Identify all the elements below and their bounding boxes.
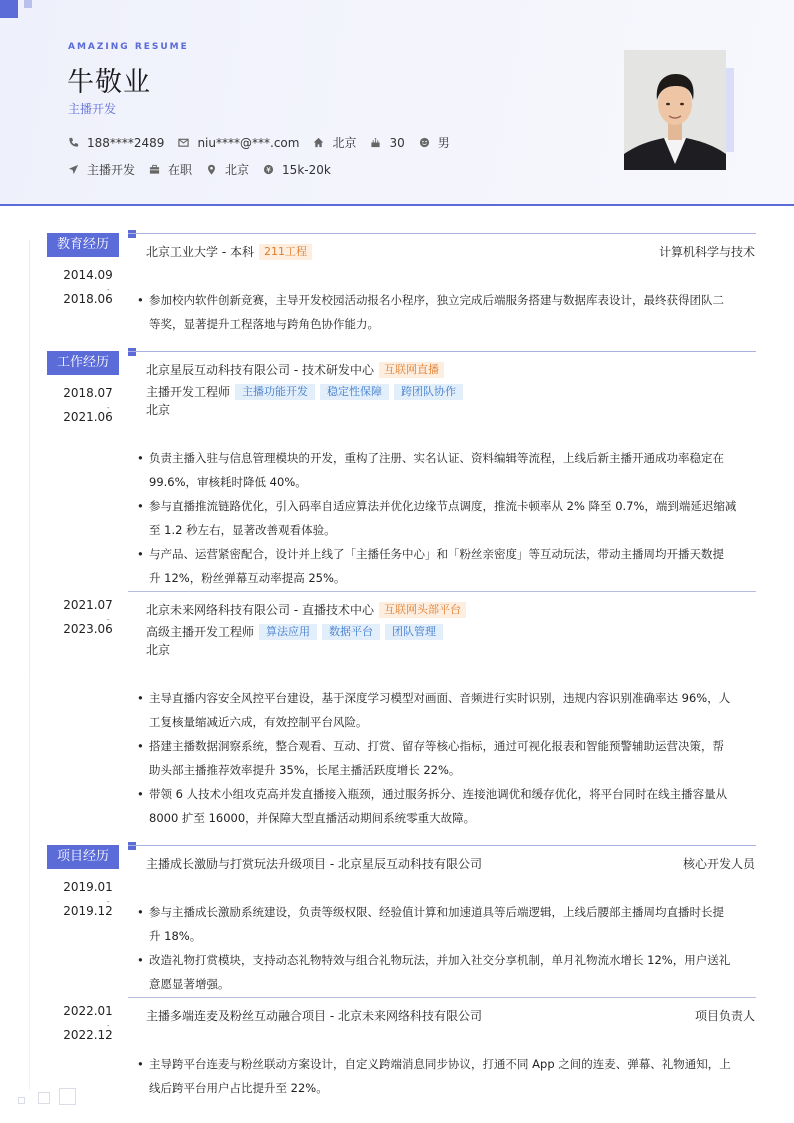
age-item	[370, 136, 404, 150]
skill-tag: 稳定性保障	[320, 384, 389, 400]
target-position-item	[68, 161, 135, 178]
bullet-dot: •	[137, 293, 144, 307]
edu-end-date: 2018.06	[63, 292, 113, 306]
bullet-dot: •	[137, 905, 144, 919]
proj2-start-date: 2022.01	[63, 1004, 113, 1018]
list-item	[137, 900, 757, 948]
bullet-line: 参加校内软件创新竞赛，主导开发校园活动报名小程序，独立完成后端服务搭建与数据库表设计，最终获得团队二	[149, 293, 724, 307]
email-item	[178, 136, 299, 150]
skill-tag: 跨团队协作	[394, 384, 463, 400]
position-title: 主播开发工程师	[146, 385, 231, 399]
gender-item	[419, 134, 450, 151]
contact-info-row	[68, 134, 464, 151]
date-separator: -	[107, 1022, 110, 1030]
bullet-line: 主导直播内容安全风控平台建设，基于深度学习模型对画面、音频进行实时识别，违规内容识别准确率达 96%，人	[149, 691, 731, 705]
job2-start-date: 2021.07	[63, 598, 113, 612]
section-divider	[128, 233, 756, 234]
bullet-line: 负责主播入驻与信息管理模块的开发，重构了注册、实名认证、资料编辑等流程，上线后新主播开通成功率稳定在	[149, 451, 724, 465]
section-label-education: 教育经历	[47, 233, 119, 257]
date-separator: -	[107, 616, 110, 624]
proj1-start-date: 2019.01	[63, 880, 113, 894]
skill-tag: 算法应用	[259, 624, 317, 640]
section-label-projects: 项目经历	[47, 845, 119, 869]
skill-tag: 主播功能开发	[235, 384, 315, 400]
target-city: 北京	[225, 163, 250, 177]
bullet-dot: •	[137, 691, 144, 705]
job1-company-line	[146, 361, 444, 378]
salary-item	[263, 163, 331, 177]
skill-tag: 团队管理	[385, 624, 443, 640]
bullet-line: 升 18%。	[149, 929, 202, 943]
mail-icon	[178, 137, 189, 148]
resume-tagline: AMAZING RESUME	[68, 42, 189, 52]
company-department: 北京未来网络科技有限公司 - 直播技术中心	[146, 603, 374, 617]
phone-item	[68, 136, 164, 150]
gender-value: 男	[437, 136, 450, 150]
section-label-work: 工作经历	[47, 351, 119, 375]
profile-photo	[624, 50, 726, 170]
list-item	[137, 948, 757, 996]
bullet-line: 升 12%，粉丝弹幕互动率提高 25%。	[149, 571, 346, 585]
list-item	[137, 734, 757, 782]
resume-header	[0, 0, 794, 206]
section-marker	[128, 348, 136, 356]
proj1-role: 核心开发人员	[682, 857, 755, 871]
proj2-role: 项目负责人	[694, 1009, 755, 1023]
job1-city: 北京	[146, 403, 171, 417]
school-degree: 北京工业大学 - 本科	[146, 245, 254, 259]
edu-start-date: 2014.09	[63, 268, 113, 282]
bullet-dot: •	[137, 739, 144, 753]
bullet-line: 至 1.2 秒左右，显著改善观看体验。	[149, 523, 336, 537]
position-title: 高级主播开发工程师	[146, 625, 255, 639]
list-item	[137, 542, 757, 590]
job-intention: 主播开发	[68, 102, 117, 116]
bullet-line: 参与直播推流链路优化，引入码率自适应算法并优化边缘节点调度，推流卡顿率从 2% 降至 0.7%，端到端延迟缩减	[149, 499, 737, 513]
proj1-title: 主播成长激励与打赏玩法升级项目 - 北京星辰互动科技有限公司	[146, 857, 482, 871]
career-info-row	[68, 161, 345, 178]
gender-icon	[419, 137, 430, 148]
entry-divider	[128, 591, 756, 592]
candidate-name: 牛敬业	[67, 67, 151, 98]
section-marker	[128, 230, 136, 238]
date-separator: -	[107, 404, 110, 412]
job-status-item	[149, 161, 192, 178]
expected-salary: 15k-20k	[282, 162, 331, 177]
bullet-line: 主导跨平台连麦与粉丝联动方案设计，自定义跨端消息同步协议，打通不同 App 之间的连麦、弹幕、礼物通知，上	[149, 1057, 731, 1071]
corner-decoration-small	[24, 0, 32, 8]
industry-tag: 互联网直播	[379, 362, 444, 378]
bullet-line: 与产品、运营紧密配合，设计并上线了「主播任务中心」和「粉丝亲密度」等互动玩法，带动主播周均开播天数提	[149, 547, 724, 561]
list-item	[137, 686, 757, 734]
proj1-end-date: 2019.12	[63, 904, 113, 918]
briefcase-icon	[149, 164, 160, 175]
company-department: 北京星辰互动科技有限公司 - 技术研发中心	[146, 363, 374, 377]
job2-position-line	[146, 623, 443, 640]
list-item	[137, 446, 757, 494]
location-pin-icon	[206, 164, 217, 175]
bullet-line: 等奖，显著提升工程落地与跨角色协作能力。	[149, 317, 379, 331]
bullet-dot: •	[137, 547, 144, 561]
job1-end-date: 2021.06	[63, 410, 113, 424]
edu-title-line	[146, 243, 312, 260]
cake-icon	[370, 137, 381, 148]
bullet-line: 99.6%，审核耗时降低 40%。	[149, 475, 307, 489]
target-city-item	[206, 161, 249, 178]
bullet-dot: •	[137, 787, 144, 801]
bullet-line: 8000 扩至 16000，并保障大型直播活动期间系统零重大故障。	[149, 811, 476, 825]
target-position: 主播开发	[87, 163, 136, 177]
bullet-line: 工复核量缩减近六成，有效控制平台风险。	[149, 715, 368, 729]
bullet-line: 搭建主播数据洞察系统，整合观看、互动、打赏、留存等核心指标，通过可视化报表和智能预警辅助运营决策，帮	[149, 739, 724, 753]
bullet-dot: •	[137, 451, 144, 465]
skill-tag: 数据平台	[322, 624, 380, 640]
bullet-dot: •	[137, 953, 144, 967]
phone-number: 188****2489	[87, 135, 165, 150]
decoration-square	[59, 1088, 76, 1105]
section-divider	[128, 351, 756, 352]
proj2-end-date: 2022.12	[63, 1028, 113, 1042]
list-item	[137, 782, 757, 830]
salary-icon	[263, 164, 274, 175]
entry-divider	[128, 997, 756, 998]
home-city: 北京	[332, 136, 357, 150]
school-tag: 211工程	[259, 244, 312, 260]
bullet-line: 改造礼物打赏模块，支持动态礼物特效与组合礼物玩法，并加入社交分享机制，单月礼物流水增长 12%，用户送礼	[149, 953, 731, 967]
timeline-line	[29, 240, 30, 1090]
bullet-dot: •	[137, 1057, 144, 1071]
decoration-square	[18, 1097, 25, 1104]
section-marker	[128, 842, 136, 850]
job1-position-line	[146, 383, 463, 400]
bullet-dot: •	[137, 499, 144, 513]
list-item	[137, 288, 757, 336]
industry-tag: 互联网头部平台	[379, 602, 466, 618]
age-value: 30	[389, 135, 405, 150]
job2-end-date: 2023.06	[63, 622, 113, 636]
email-address: niu****@***.com	[197, 135, 300, 150]
list-item	[137, 494, 757, 542]
major: 计算机科学与技术	[658, 245, 755, 259]
bullet-line: 助头部主播推荐效率提升 35%，长尾主播活跃度增长 22%。	[149, 763, 461, 777]
home-icon	[313, 137, 324, 148]
send-icon	[68, 164, 79, 175]
section-divider	[128, 845, 756, 846]
bullet-line: 参与主播成长激励系统建设，负责等级权限、经验值计算和加速道具等后端逻辑，上线后腰部主播周均直播时长提	[149, 905, 724, 919]
phone-icon	[68, 137, 79, 148]
list-item	[137, 1052, 757, 1100]
job-status: 在职	[168, 163, 193, 177]
job2-company-line	[146, 601, 466, 618]
proj2-title: 主播多端连麦及粉丝互动融合项目 - 北京未来网络科技有限公司	[146, 1009, 482, 1023]
job2-city: 北京	[146, 643, 171, 657]
home-item	[313, 134, 356, 151]
job1-start-date: 2018.07	[63, 386, 113, 400]
bullet-line: 线后跨平台用户占比提升至 22%。	[149, 1081, 328, 1095]
date-separator: -	[107, 286, 110, 294]
decoration-square	[38, 1092, 50, 1104]
bullet-line: 意愿显著增强。	[149, 977, 230, 991]
bullet-line: 带领 6 人技术小组攻克高并发直播接入瓶颈，通过服务拆分、连接池调优和缓存优化，将平台同时在线主播容量从	[149, 787, 728, 801]
date-separator: -	[107, 898, 110, 906]
corner-decoration	[0, 0, 18, 18]
